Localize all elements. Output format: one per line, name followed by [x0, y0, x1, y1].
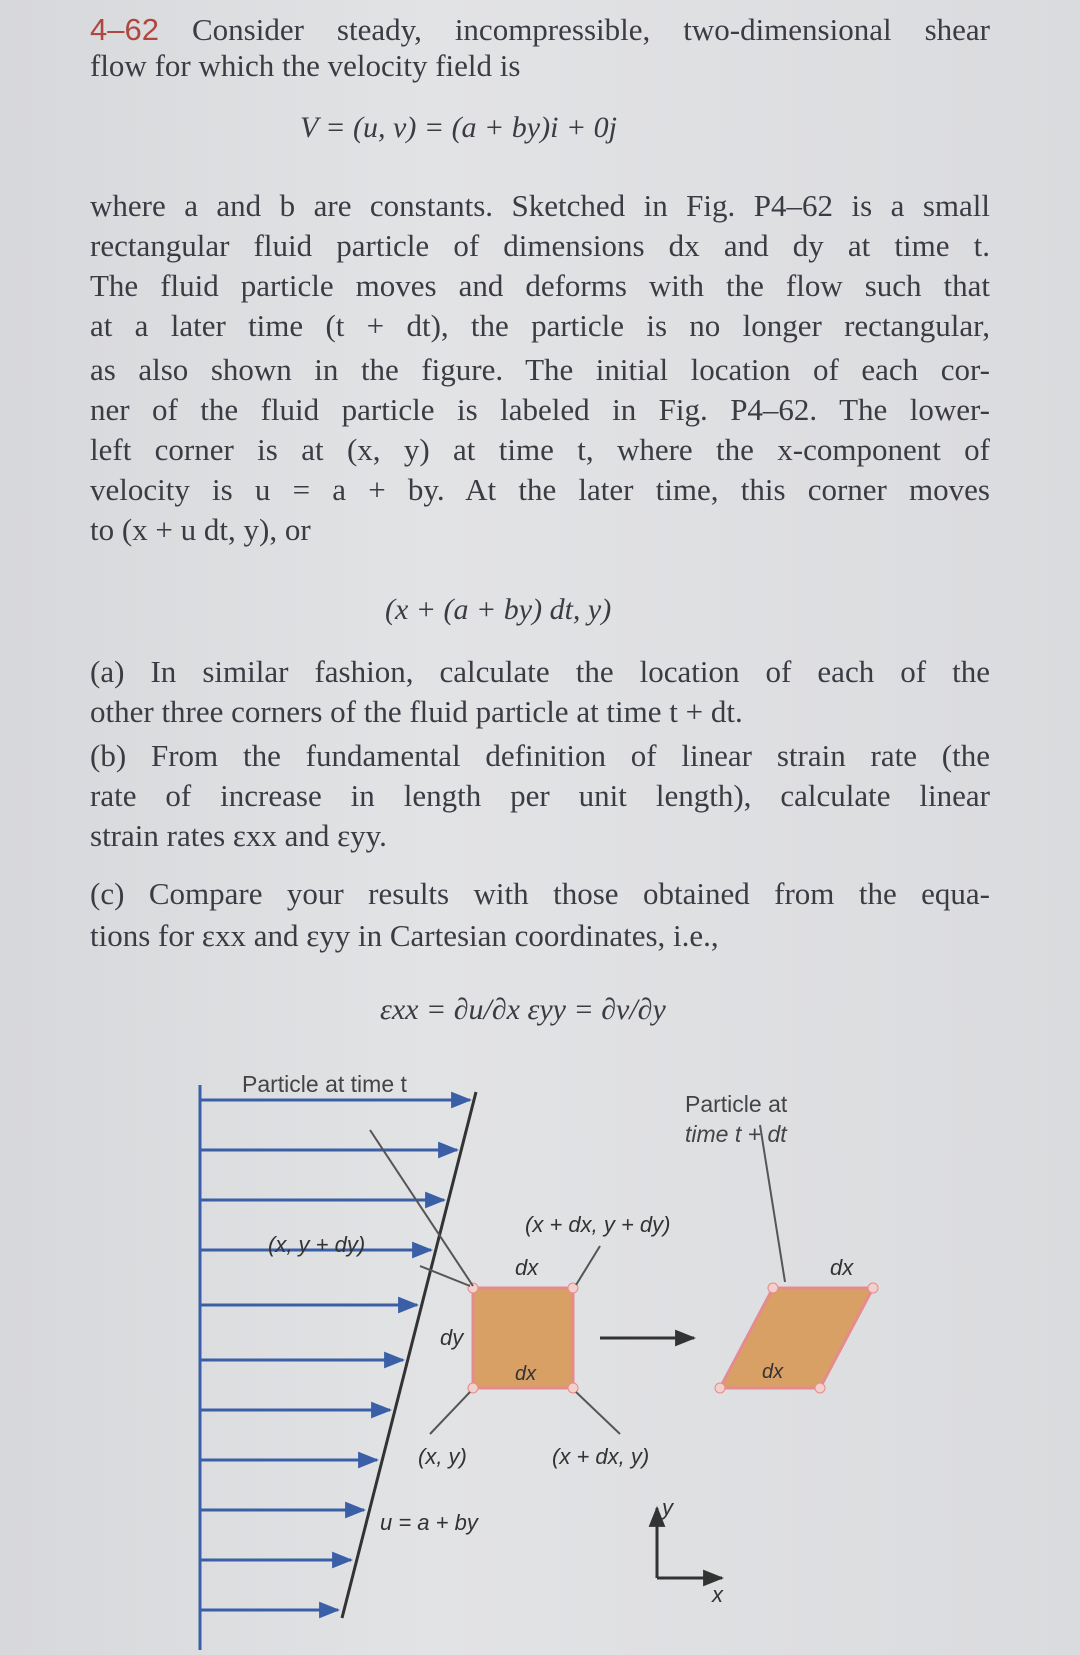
equation-velocity: V = (u, v) = (a + by)i + 0j [300, 111, 618, 144]
paragraph-line: The fluid particle moves and deforms with the flow such that [90, 268, 990, 303]
part-b-line: strain rates εxx and εyy. [90, 818, 387, 853]
part-b-line: (b) From the fundamental definition of linear strain rate (the [90, 738, 990, 773]
corner-dot [715, 1383, 725, 1393]
part-a-line: (a) In similar fashion, calculate the location of each of the [90, 654, 990, 689]
x-axis-label: x [712, 1582, 723, 1607]
paragraph-line: to (x + u dt, y), or [90, 512, 311, 547]
dim-dy-left: dy [440, 1325, 464, 1350]
part-c-line: (c) Compare your results with those obtained from the equa- [90, 876, 990, 911]
corner-label-bottom-left: (x, y) [418, 1444, 467, 1469]
part-b-line: rate of increase in length per unit length), calculate linear [90, 778, 990, 813]
velocity-profile-line [342, 1092, 476, 1618]
part-c-line: tions for εxx and εyy in Cartesian coordinates, i.e., [90, 918, 719, 953]
corner-dot [868, 1283, 878, 1293]
corner-dot [768, 1283, 778, 1293]
paragraph-line: at a later time (t + dt), the particle is no longer rectangular, [90, 308, 990, 343]
dim-dx-top: dx [515, 1255, 539, 1280]
equation-corner: (x + (a + by) dt, y) [385, 593, 612, 626]
part-a-line: other three corners of the fluid particle at time t + dt. [90, 694, 743, 729]
corner-label-bottom-right: (x + dx, y) [552, 1444, 650, 1469]
particle-parallelogram-time-t-dt [720, 1288, 873, 1388]
paragraph-line: left corner is at (x, y) at time t, where the x-component of [90, 432, 990, 467]
dim-dx-bottom: dx [515, 1363, 537, 1385]
paragraph-line: velocity is u = a + by. At the later time, this corner moves [90, 472, 990, 507]
paragraph-line: ner of the fluid particle is labeled in Fig. P4–62. The lower- [90, 392, 990, 427]
label-particle-time-t: Particle at time t [242, 1071, 407, 1097]
label-particle-time-t-dt-line2: time t + dt [685, 1121, 787, 1147]
paragraph-line: as also shown in the figure. The initial location of each cor- [90, 352, 990, 387]
paragraph-line: where a and b are constants. Sketched in Fig. P4–62 is a small [90, 188, 990, 223]
dim-dx-deformed-top: dx [830, 1255, 854, 1280]
corner-label-top-left: (x, y + dy) [268, 1232, 366, 1257]
velocity-label: u = a + by [380, 1510, 478, 1535]
equation-strain: εxx = ∂u/∂x εyy = ∂v/∂y [380, 993, 666, 1026]
y-axis-label: y [662, 1495, 673, 1520]
intro-text-1: Consider steady, incompressible, two-dimensional shear [191, 12, 991, 47]
paragraph-line: rectangular fluid particle of dimensions dx and dy at time t. [90, 228, 990, 263]
intro-text-2: flow for which the velocity field is [90, 48, 521, 83]
label-particle-time-t-dt-line1: Particle at [685, 1091, 788, 1117]
corner-label-top-right: (x + dx, y + dy) [525, 1212, 671, 1237]
corner-dot [815, 1383, 825, 1393]
corner-dot [468, 1383, 478, 1393]
dim-dx-deformed-bottom: dx [762, 1361, 784, 1383]
problem-number: 4–62 [90, 12, 159, 47]
